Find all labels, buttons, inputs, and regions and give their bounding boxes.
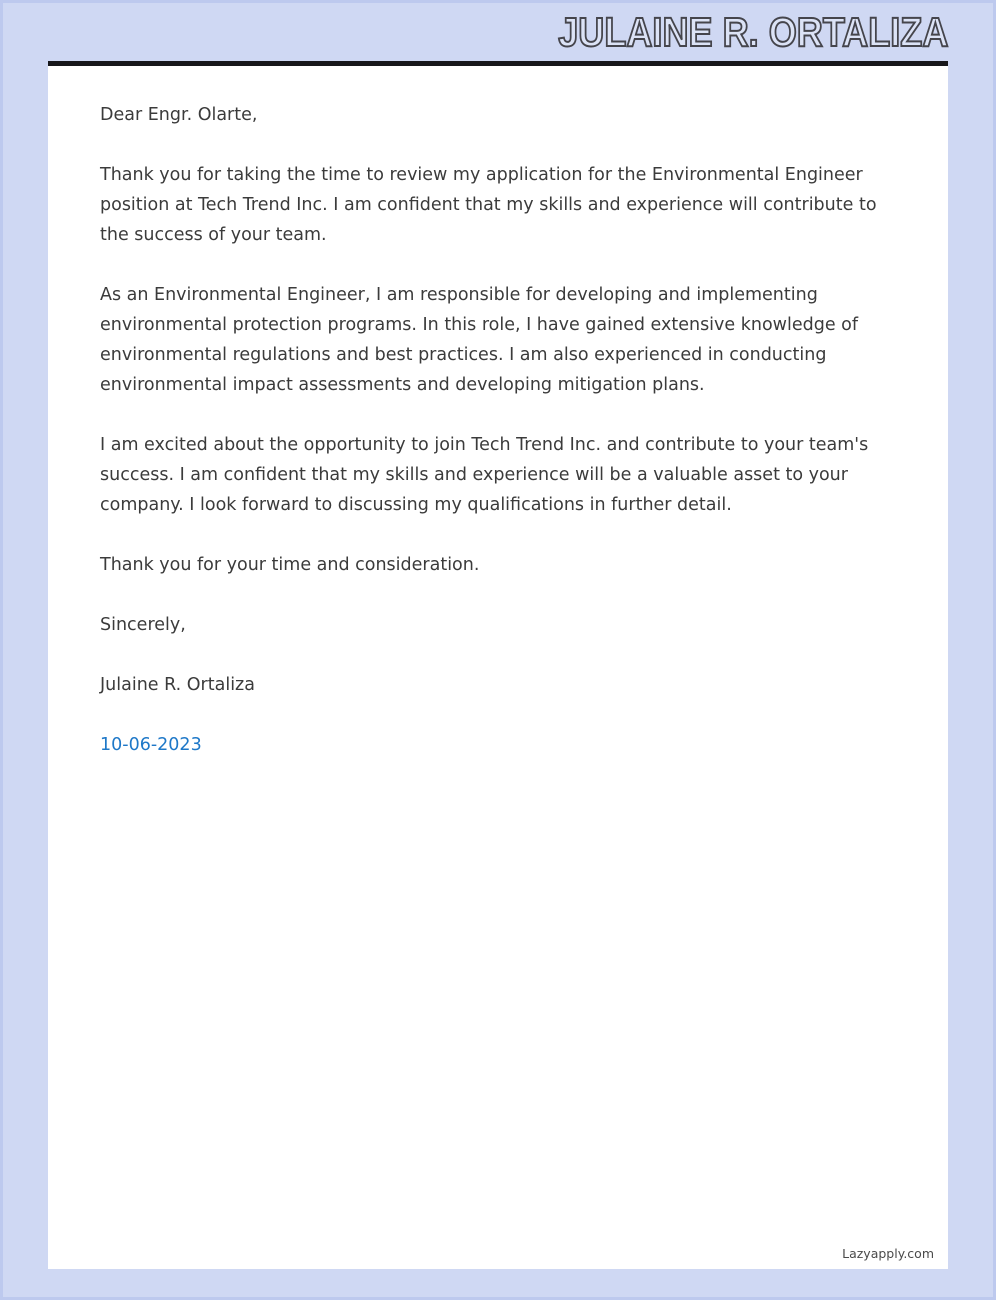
closing: Sincerely, bbox=[100, 615, 186, 635]
letter-date: 10-06-2023 bbox=[100, 735, 202, 755]
salutation: Dear Engr. Olarte, bbox=[100, 105, 258, 125]
paragraph-3: I am excited about the opportunity to join Tech Trend Inc. and contribute to your team's success. I am confident that my skills and experience will be a valuable asset to your company. I look forward to discussing my qualifications in further detail. bbox=[100, 435, 869, 515]
watermark-text: Lazyapply.com bbox=[842, 1246, 934, 1261]
letter-header bbox=[48, 9, 948, 59]
paragraph-1: Thank you for taking the time to review my application for the Environmental Engineer position at Tech Trend Inc. I am confident that my skills and experience will contribute to the success of your team. bbox=[100, 165, 877, 245]
paragraph-4: Thank you for your time and consideration. bbox=[100, 555, 480, 575]
header-name: JULAINE R. ORTALIZA bbox=[557, 9, 948, 55]
paragraph-2: As an Environmental Engineer, I am responsible for developing and implementing environmental protection programs. In this role, I have gained extensive knowledge of environmental regulations and best practices. I am also experienced in conducting environmental impact assessments and developing mitigation plans. bbox=[100, 285, 859, 395]
letter-body bbox=[100, 100, 882, 760]
letter-page bbox=[48, 61, 948, 1269]
signature-name: Julaine R. Ortaliza bbox=[100, 675, 255, 695]
